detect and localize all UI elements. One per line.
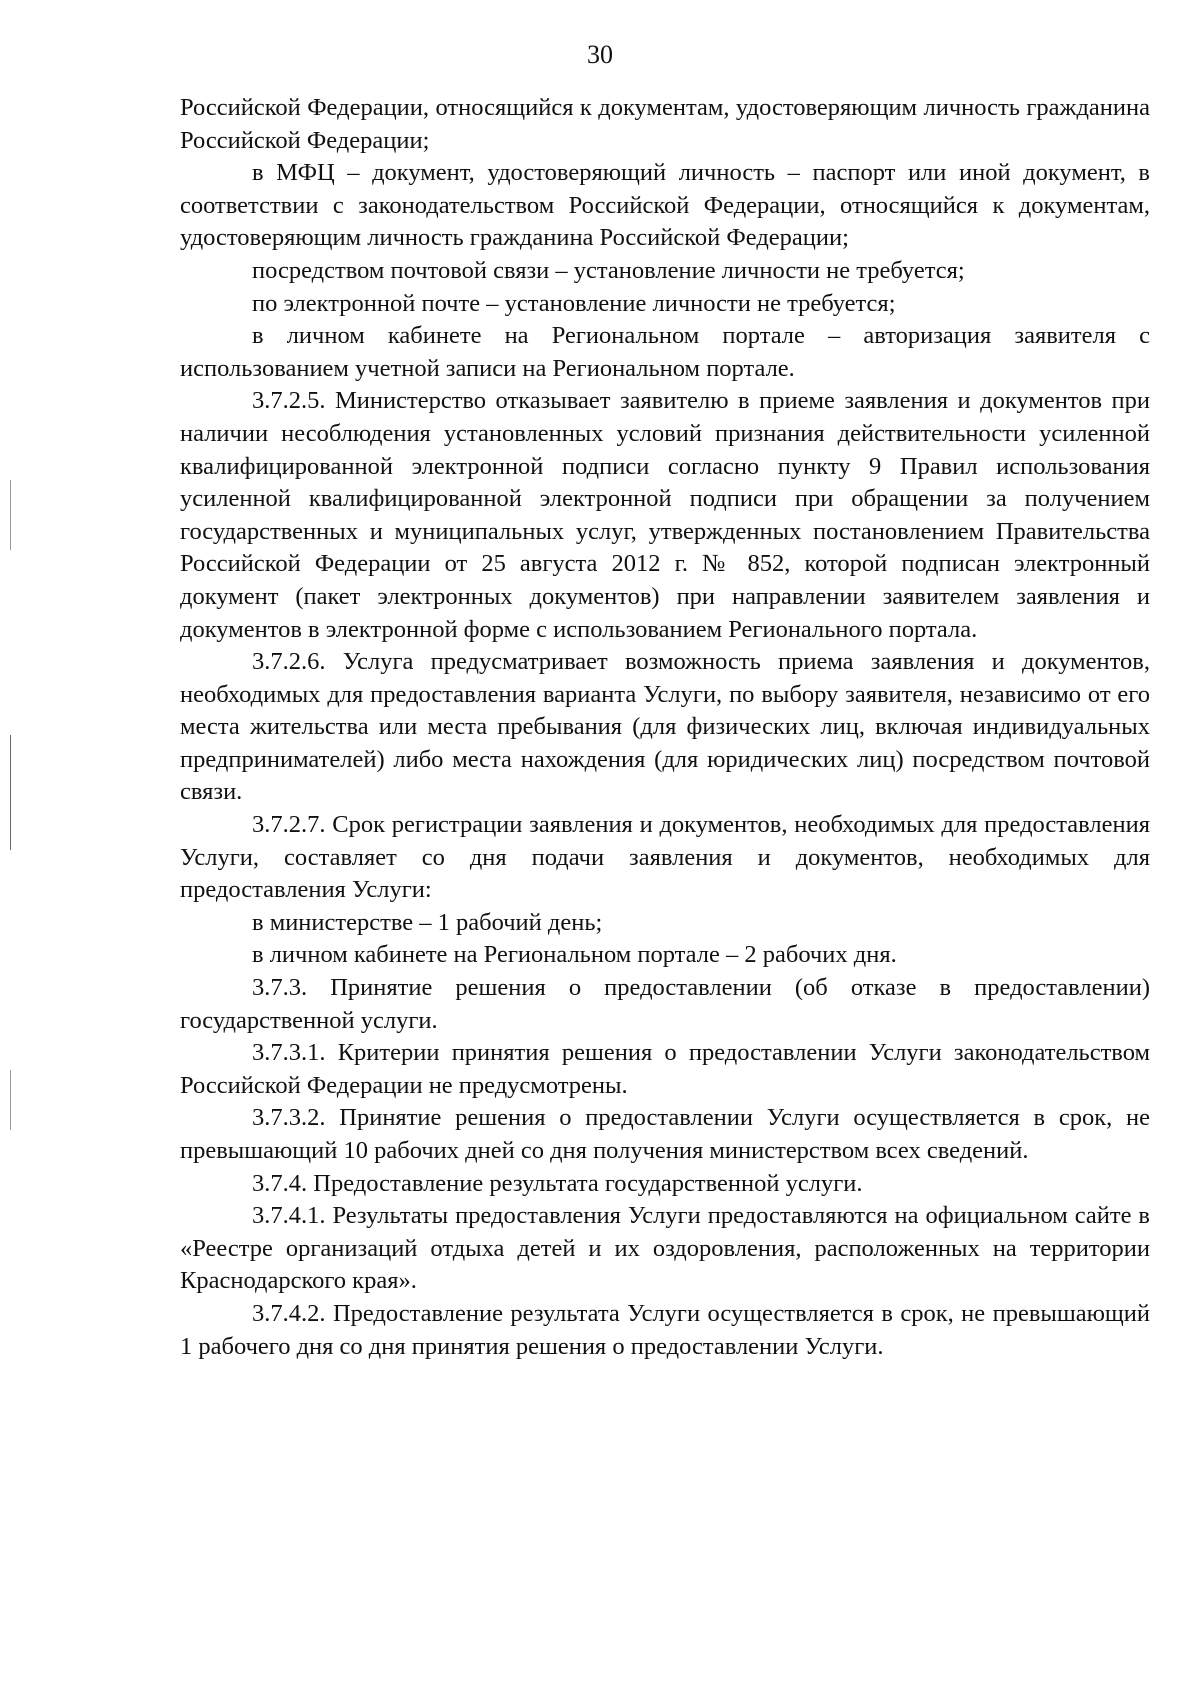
document-body <box>180 92 1150 1363</box>
paragraph: в министерстве – 1 рабочий день; <box>252 908 603 936</box>
paragraph: по электронной почте – установление личности не требуется; <box>252 289 896 317</box>
paragraph: 3.7.4. Предоставление результата государственной услуги. <box>252 1169 863 1197</box>
paragraph: 3.7.2.5. Министерство отказывает заявителю в приеме заявления и документов при наличии несоблюдения установленных условий признания действительности усиленной квалифицированной электронной подписи согласно пункту 9 Правил использования усиленной квалифицированной электронной подписи при обращении за получением государственных и муниципальных услуг, утвержденных постановлением Правительства Российской Федерации от 25 августа 2012 г. № 852, которой подписан электронный документ (пакет электронных документов) при направлении заявителем заявления и документов в электронной форме с использованием Регионального портала. <box>180 387 1150 643</box>
paragraph: 3.7.3. Принятие решения о предоставлении (об отказе в предоставлении) государственной услуги. <box>180 974 1150 1034</box>
paragraph: 3.7.3.2. Принятие решения о предоставлении Услуги осуществляется в срок, не превышающий 10 рабочих дней со дня получения министерством всех сведений. <box>180 1104 1150 1164</box>
paragraph: 3.7.4.2. Предоставление результата Услуги осуществляется в срок, не превышающий 1 рабочего дня со дня принятия решения о предоставлении Услуги. <box>180 1299 1150 1360</box>
paragraph: в личном кабинете на Региональном портале – авторизация заявителя с использованием учетной записи на Региональном портале. <box>180 322 1150 382</box>
paragraph: 3.7.4.1. Результаты предоставления Услуги предоставляются на официальном сайте в «Реестре организаций отдыха детей и их оздоровления, расположенных на территории Краснодарского края». <box>180 1202 1150 1295</box>
paragraph: в МФЦ – документ, удостоверяющий личность – паспорт или иной документ, в соответствии с законодательством Российской Федерации, относящийся к документам, удостоверяющим личность гражданина Российской Федерации; <box>180 159 1150 252</box>
paragraph: в личном кабинете на Региональном портале – 2 рабочих дня. <box>252 941 897 969</box>
paragraph: посредством почтовой связи – установление личности не требуется; <box>252 256 965 284</box>
paragraph: 3.7.2.7. Срок регистрации заявления и документов, необходимых для предоставления Услуги, составляет со дня подачи заявления и документов, необходимых для предоставления Услуги: <box>180 811 1150 904</box>
paragraph: 3.7.2.6. Услуга предусматривает возможность приема заявления и документов, необходимых для предоставления варианта Услуги, по выбору заявителя, независимо от его места жительства или места пребывания (для физических лиц, включая индивидуальных предпринимателей) либо места нахождения (для юридических лиц) посредством почтовой связи. <box>180 648 1150 806</box>
paragraph: 3.7.3.1. Критерии принятия решения о предоставлении Услуги законодательством Российской Федерации не предусмотрены. <box>180 1039 1150 1099</box>
scan-margin-mark <box>10 480 11 550</box>
paragraph-continuation: Российской Федерации, относящийся к документам, удостоверяющим личность гражданина Российской Федерации; <box>180 94 1150 154</box>
page-number: 30 <box>587 40 613 69</box>
scan-margin-mark <box>10 735 11 850</box>
scan-margin-mark <box>10 1070 11 1130</box>
